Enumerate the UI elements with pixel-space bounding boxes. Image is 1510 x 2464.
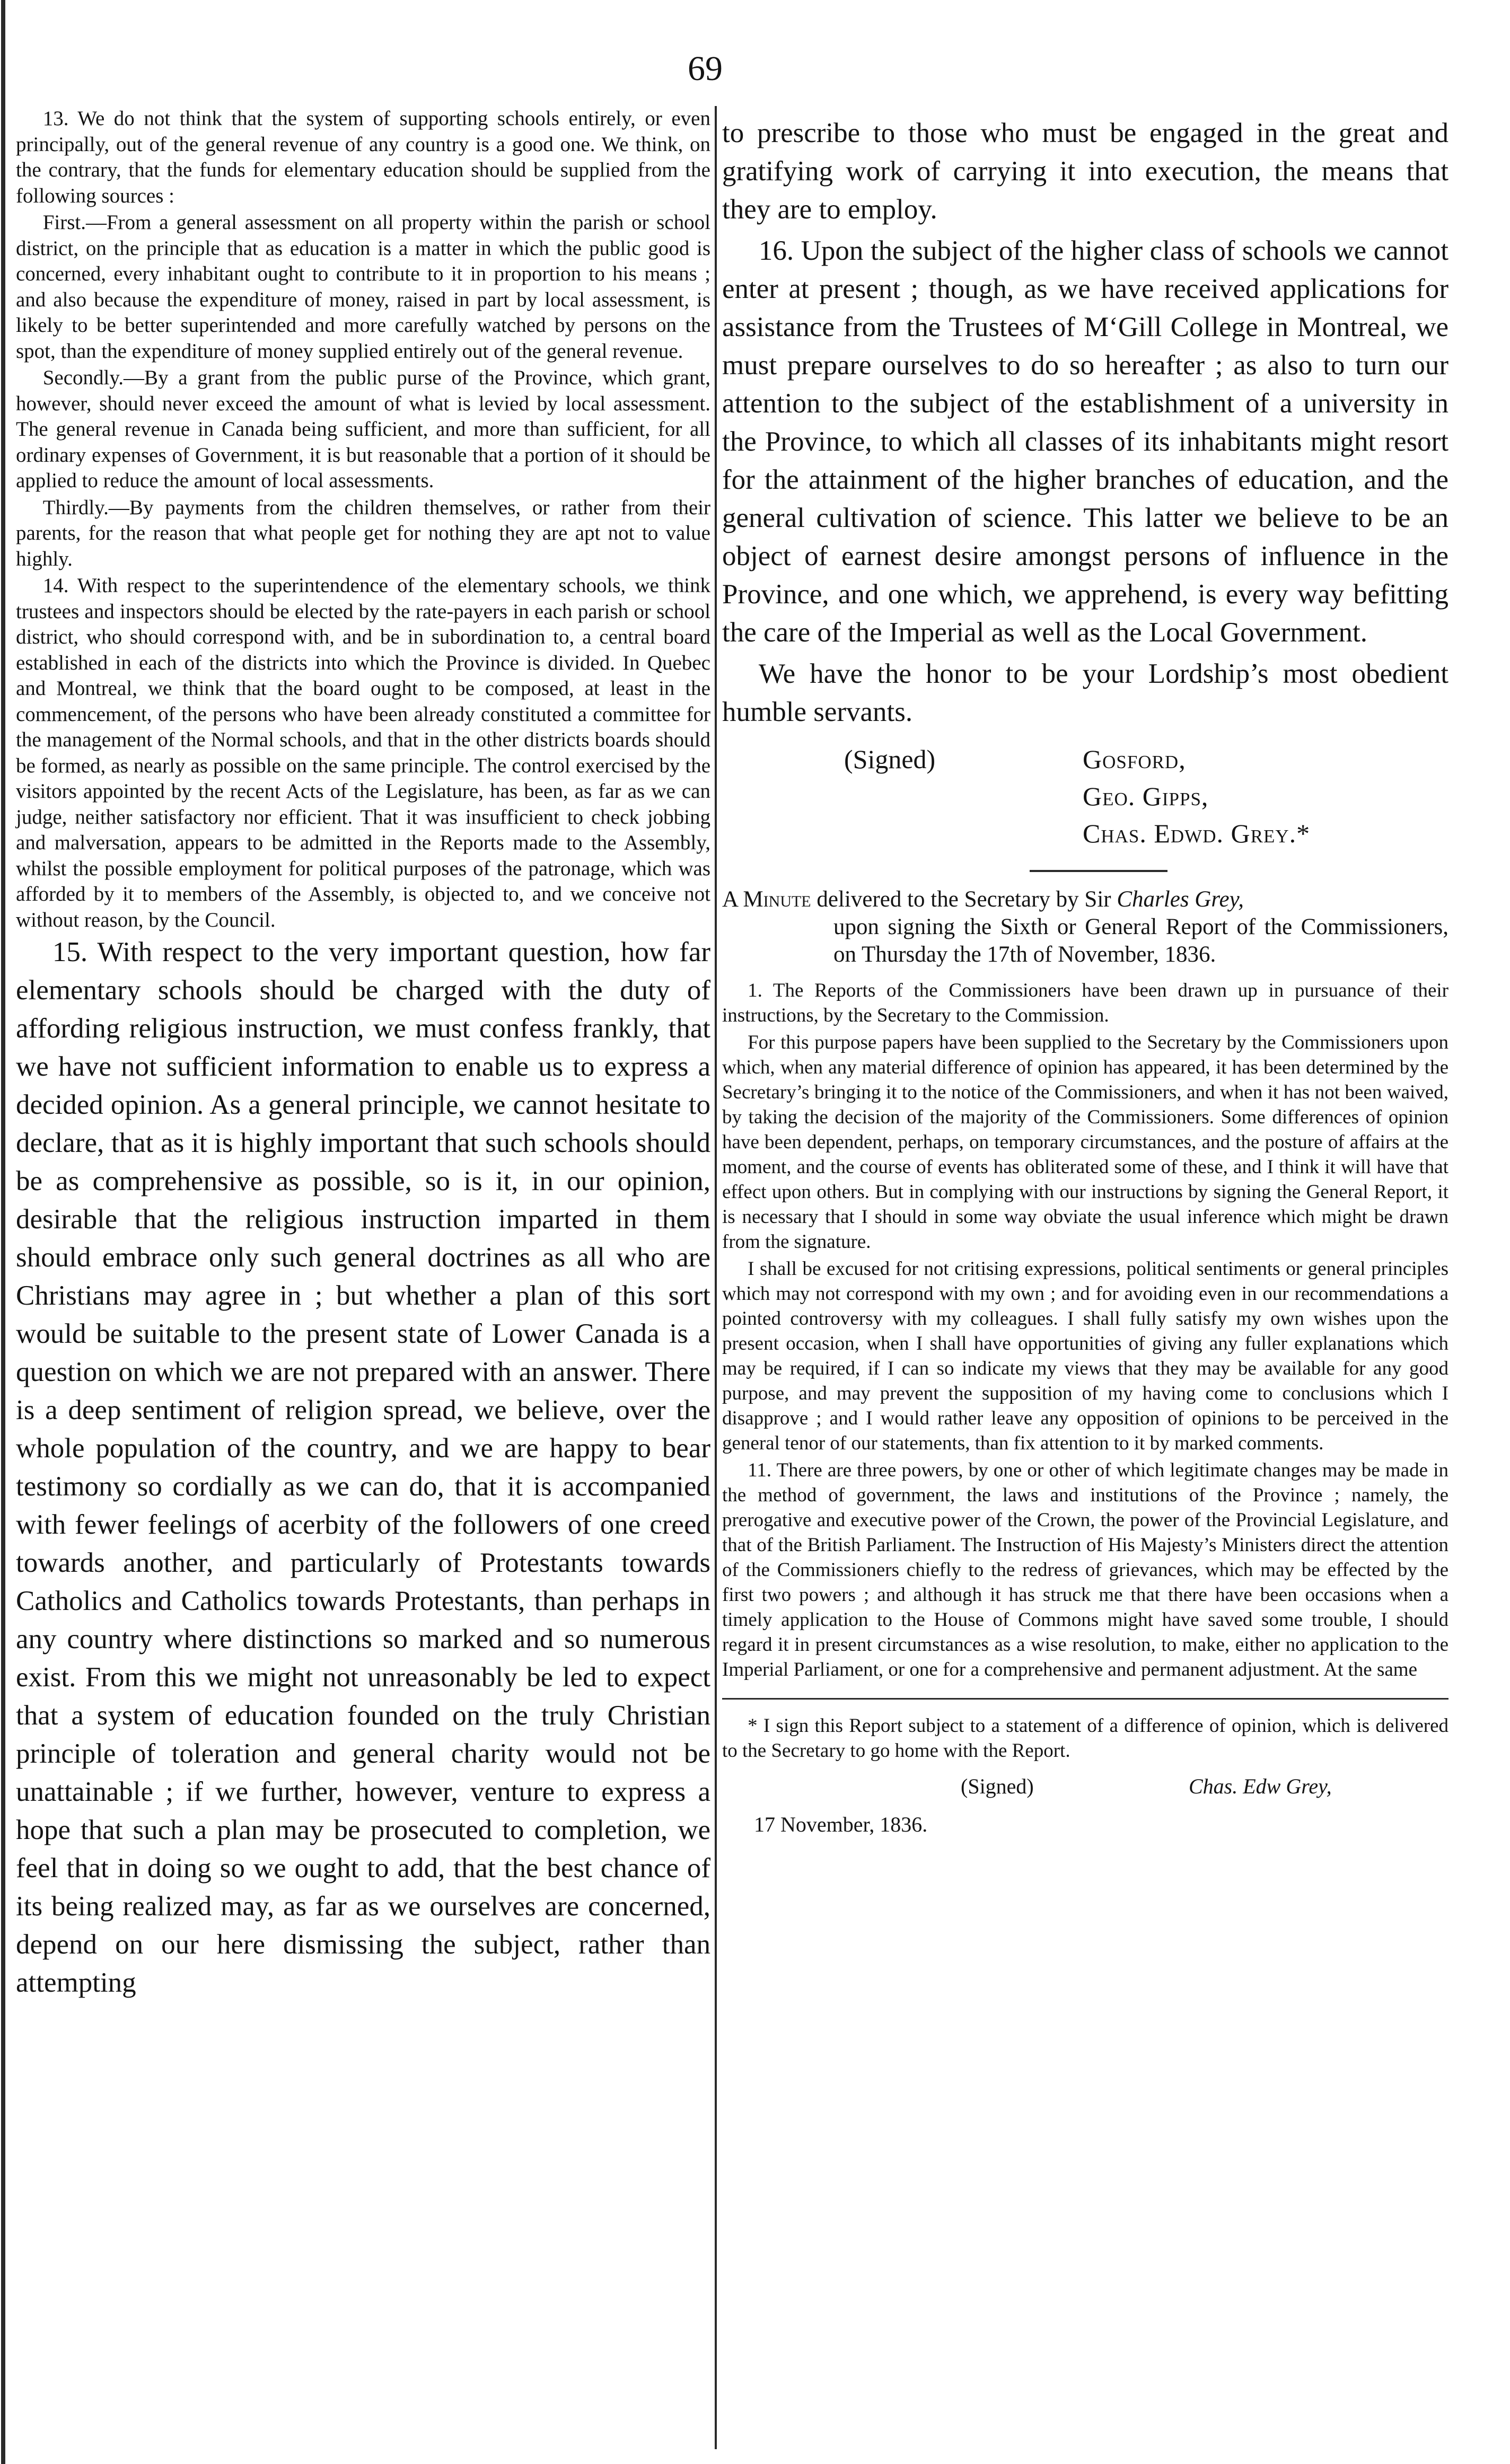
section-rule: [1030, 870, 1167, 872]
minute-paragraph-3: I shall be excused for not critising expressions, political sentiments or general principles which may not correspond with my own ; and for avoiding even in our recommendations a pointed controversy with my colleagues. I shall fully satisfy my own wishes upon the present occasion, when I shall have opportunities of giving any fuller explanations which may be required, if I can so indicate my views that they may be available for any good purpose, and may prevent the supposition of my having come to conclusions which I disapprove ; and I would rather leave any opposition of opinions to be perceived in the general tenor of our statements, than fix attention to it by marked comments.: [722, 1258, 1448, 1454]
left-column: [16, 106, 710, 2002]
page-number: 69: [688, 49, 723, 88]
column-divider: [715, 106, 717, 2449]
signature-block: [722, 741, 1448, 852]
right-column: [722, 114, 1448, 1838]
paragraph-continuation: to prescribe to those who must be engaged in the great and gratifying work of carrying it into execution, the means that they are to employ.: [722, 118, 1448, 225]
minute-rest: upon signing the Sixth or General Report of the Commissioners, on Thursday the 17th of November, 1836.: [833, 914, 1448, 967]
paragraph-thirdly: Thirdly.—By payments from the children themselves, or rather from their parents, for the reason that what people get for nothing they are apt not to value highly.: [16, 496, 710, 570]
closing-salutation: We have the honor to be your Lordship’s most obedient humble servants.: [722, 658, 1448, 727]
signatory: Geo. Gipps,: [1083, 781, 1209, 811]
paragraph-14: 14. With respect to the superintendence of the elementary schools, we think trustees and inspectors should be elected by the rate-payers in each parish or school district, who should correspond with, and be in subordination to, a central board established in each of the districts into which the Province is divided. In Quebec and Montreal, we think that the board ought to be composed, at least in the commencement, of the persons who have been already constituted a committee for the management of the Normal schools, and that in the other districts boards should be formed, as nearly as possible on the same principle. The control exercised by the visitors appointed by the recent Acts of the Legislature, has been, as far as we can judge, neither satisfactory nor efficient. That it was insufficient to check jobbing and malversation, appears to be admitted in the Reports made to the Assembly, whilst the possible employment for political purposes of the patronage, which was afforded by it to members of the Assembly, is objected to, and we conceive not without reason, by the Council.: [16, 574, 710, 931]
paragraph-secondly: Secondly.—By a grant from the public purse of the Province, which grant, however, should never exceed the amount of what is levied by local assessment. The general revenue in Canada being sufficient, and more than sufficient, for all ordinary expenses of Government, it is but reasonable that a portion of it should be applied to reduce the amount of local assessments.: [16, 366, 710, 492]
paragraph-16: 16. Upon the subject of the higher class of schools we cannot enter at present ; though, as we have received applications for assistance from the Trustees of M‘Gill College in Montreal, we must prepare ourselves to do so hereafter ; as also to turn our attention to the subject of the establishment of a university in the Province, to which all classes of its inhabitants might resort for the attainment of the higher branches of education, and the general cultivation of science. This latter we believe to be an object of earnest desire amongst persons of influence in the Province, and one which, we apprehend, is every way befitting the care of the Imperial as well as the Local Government.: [722, 235, 1448, 648]
footnote-rule: [722, 1698, 1448, 1700]
paragraph-first: First.—From a general assessment on all property within the parish or school district, on the principle that as education is a matter in which the public good is concerned, every inhabitant ought to contribute to it in proportion to his means ; and also because the expenditure of money, raised in part by local assessment, is likely to be better superintended and more carefully watched by persons on the spot, than the expenditure of money supplied entirely out of the general revenue.: [16, 211, 710, 363]
minute-paragraph-1: 1. The Reports of the Commissioners have been drawn up in pursuance of their instructions, by the Secretary to the Commission.: [722, 980, 1448, 1026]
minute-paragraph-11: 11. There are three powers, by one or other of which legitimate changes may be made in the method of government, the laws and institutions of the Province ; namely, the prerogative and executive power of the Crown, the power of the Provincial Legislature, and that of the British Parliament. The Instruction of His Majesty’s Ministers direct the attention of the Commissioners chiefly to the redress of grievances, which may be effected by the first two powers ; and although it has struck me that there have been occasions when a timely application to the House of Commons might have saved some trouble, I should regard it in present circumstances as a wise resolution, to make, either no application to the Imperial Parliament, or one for a comprehensive and permanent adjustment. At the same: [722, 1459, 1448, 1680]
footnote-signature: [722, 1774, 1448, 1805]
minute-paragraph-2: For this purpose papers have been supplied to the Secretary by the Commissioners upon which, when any material difference of opinion has appeared, it has been determined by the Secretary’s bringing it to the notice of the Commissioners, and when it has not been waived, by taking the decision of the majority of the Commissioners. Some differences of opinion have been dependent, perhaps, on temporary circumstances, and the posture of affairs at the moment, and the course of events has obliterated some of these, and I think it will have that effect upon others. But in complying with our instructions by signing the General Report, it is necessary that I should in some way obviate the usual inference which might be drawn from the signature.: [722, 1032, 1448, 1253]
footnote-signatory: Chas. Edw Grey,: [1189, 1774, 1332, 1798]
paragraph-13: 13. We do not think that the system of supporting schools entirely, or even principally, out of the general revenue of any country is a good one. We think, on the contrary, that the funds for elementary education should be supplied from the following sources :: [16, 107, 710, 207]
signatory: Gosford,: [1083, 744, 1186, 774]
minute-heading: [722, 886, 1448, 969]
footnote: * I sign this Report subject to a statement of a difference of opinion, which is delivered to the Secretary to go home with the Report.: [722, 1715, 1448, 1762]
footnote-date: 17 November, 1836.: [754, 1812, 928, 1836]
paragraph-15: 15. With respect to the very important question, how far elementary schools should be charged with the duty of affording religious instruction, we must confess frankly, that we have not sufficient information to enable us to express a decided opinion. As a general principle, we cannot hesitate to declare, that as it is highly important that such schools should be as comprehensive as possible, so is it, in our opinion, desirable that the religious instruction imparted in them should embrace only such general doctrines as all who are Christians may agree in ; but whether a plan of this sort would be suitable to the present state of Lower Canada is a question on which we are not prepared with an answer. There is a deep sentiment of religion spread, we believe, over the whole population of the country, and we are happy to bear testimony so cordially as we can do, that it is accompanied with fewer feelings of acerbity of the followers of one creed towards another, and particularly of Protestants towards Catholics and Catholics towards Protestants, than perhaps in any country where distinctions so marked and so numerous exist. From this we might not unreasonably be led to expect that a system of education founded on the truly Christian principle of toleration and general charity would not be unattainable ; if we further, however, venture to express a hope that such a plan may be prosecuted to completion, we feel that in doing so we ought to add, that the best chance of its being realized may, as far as we ourselves are concerned, depend on our here dismissing the subject, rather than attempting: [16, 937, 710, 1998]
signatory: Chas. Edwd. Grey.*: [1083, 819, 1311, 848]
minute-mid: delivered to the Secretary by Sir: [811, 887, 1117, 912]
binding-edge-rule: [1, 0, 5, 2464]
signed-label: (Signed): [844, 744, 936, 774]
footnote-signed-label: (Signed): [961, 1774, 1034, 1798]
minute-lead: A Minute: [722, 887, 811, 912]
minute-name: Charles Grey,: [1117, 887, 1244, 912]
